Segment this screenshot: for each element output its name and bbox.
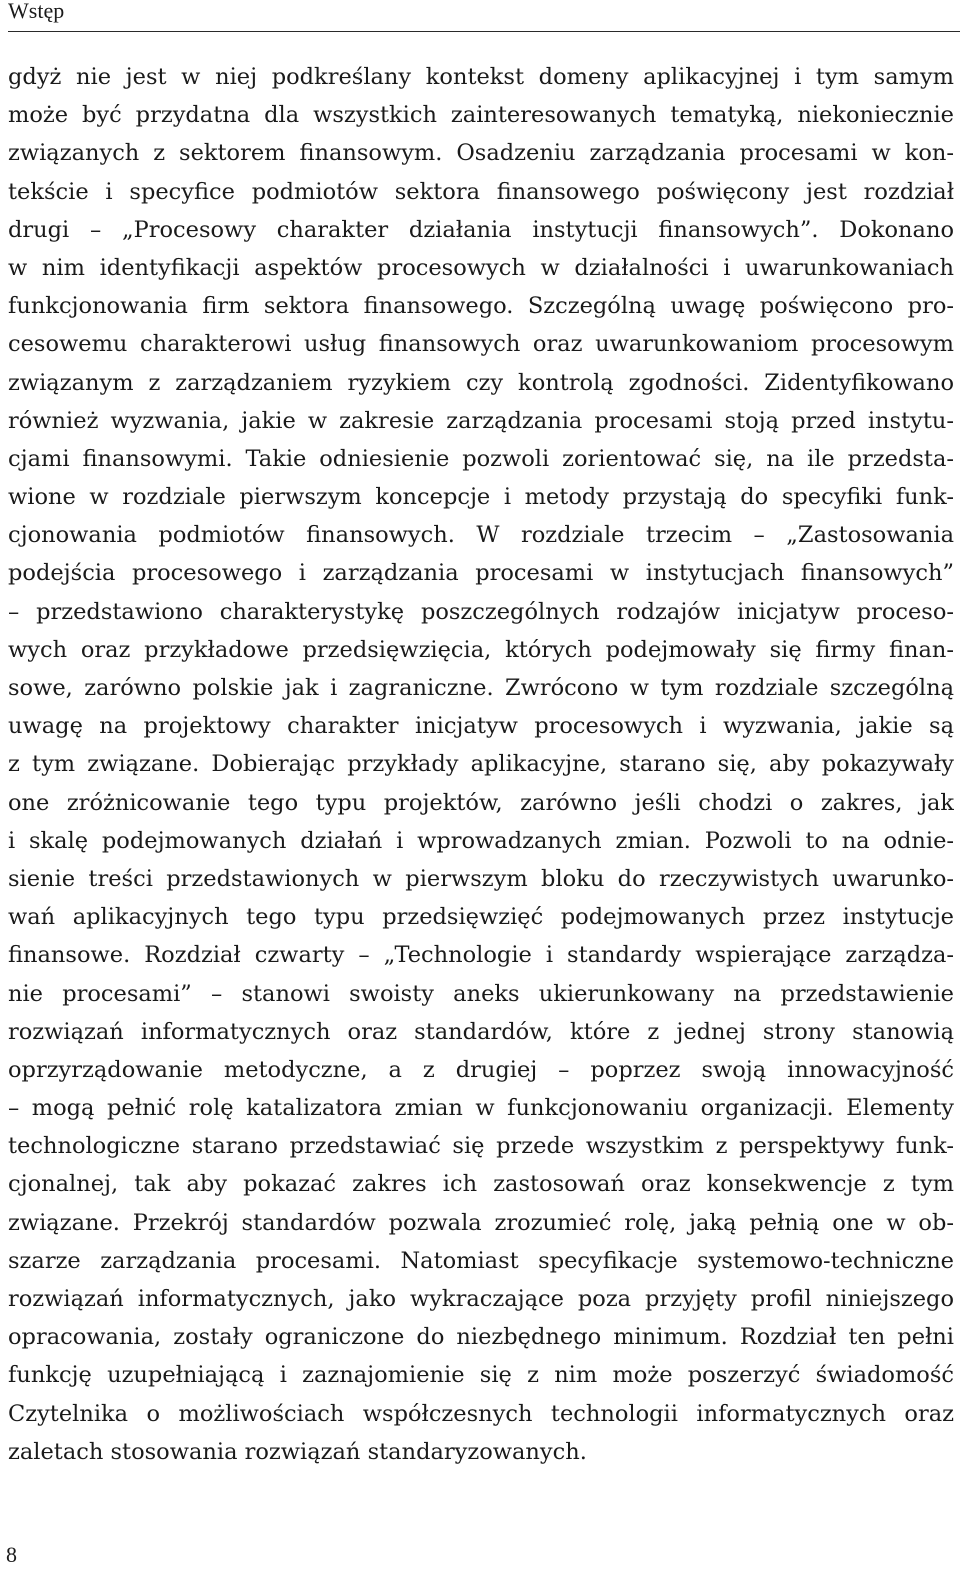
text-line: podejścia procesowego i zarządzania procesami w instytucjach finansowych” [8,560,954,587]
text-line: uwagę na projektowy charakter inicjatyw procesowych i wyzwania, jakie są [8,713,954,740]
text-line: cjami finansowymi. Takie odniesienie pozwoli zorientować się, na ile przedsta- [8,445,954,472]
text-line: z tym związane. Dobierając przykłady aplikacyjne, starano się, aby pokazywały [8,751,954,778]
text-line: wych oraz przykładowe przedsięwzięcia, których podejmowały się firmy finan- [8,636,954,663]
text-line: zaletach stosowania rozwiązań standaryzowanych. [8,1438,587,1465]
text-line: tekście i specyfice podmiotów sektora finansowego poświęcony jest rozdział [8,178,954,205]
text-line: opracowania, zostały ograniczone do niezbędnego minimum. Rozdział ten pełni [8,1324,954,1351]
text-line: rozwiązań informatycznych oraz standardów, które z jednej strony stanowią [8,1018,954,1045]
text-line: szarze zarządzania procesami. Natomiast specyfikacje systemowo-techniczne [8,1247,954,1274]
text-line: – przedstawiono charakterystykę poszczególnych rodzajów inicjatyw proceso- [8,598,954,625]
text-line: sienie treści przedstawionych w pierwszym bloku do rzeczywistych uwarunko- [8,865,954,892]
text-line: funkcjonowania firm sektora finansowego. Szczególną uwagę poświęcono pro- [8,293,954,320]
text-line: wań aplikacyjnych tego typu przedsięwzięć podejmowanych przez instytucje [8,904,954,931]
text-line: może być przydatna dla wszystkich zainteresowanych tematyką, niekoniecznie [8,102,954,129]
text-line: związanych z sektorem finansowym. Osadzeniu zarządzania procesami w kon- [8,140,954,167]
text-line: cesowemu charakterowi usług finansowych oraz uwarunkowaniom procesowym [8,331,954,358]
page-number: 8 [6,1542,17,1567]
running-title: Wstęp [8,0,65,23]
text-line: wione w rozdziale pierwszym koncepcje i metody przystają do specyfiki funk- [8,484,954,511]
text-line: cjonalnej, tak aby pokazać zakres ich zastosowań oraz konsekwencje z tym [8,1171,954,1198]
text-line: w nim identyfikacji aspektów procesowych w działalności i uwarunkowaniach [8,254,954,281]
text-line: gdyż nie jest w niej podkreślany kontekst domeny aplikacyjnej i tym samym [8,64,954,90]
text-line: technologiczne starano przedstawiać się przede wszystkim z perspektywy funk- [8,1133,954,1160]
text-line: i skalę podejmowanych działań i wprowadzanych zmian. Pozwoli to na odnie- [8,827,954,854]
text-line: związanym z zarządzaniem ryzykiem czy kontrolą zgodności. Zidentyfikowano [8,369,954,396]
text-line: również wyzwania, jakie w zakresie zarządzania procesami stoją przed instytu- [8,407,954,434]
running-header [8,0,960,32]
text-line: – mogą pełnić rolę katalizatora zmian w funkcjonowaniu organizacji. Elementy [8,1095,954,1122]
body-paragraph [8,58,954,1471]
text-line: oprzyrządowanie metodyczne, a z drugiej – poprzez swoją innowacyjność [8,1056,954,1083]
text-line: rozwiązań informatycznych, jako wykraczające poza przyjęty profil niniejszego [8,1286,954,1312]
text-line: one zróżnicowanie tego typu projektów, zarówno jeśli chodzi o zakres, jak [8,789,954,816]
text-line: nie procesami” – stanowi swoisty aneks ukierunkowany na przedstawienie [8,980,954,1007]
text-line: cjonowania podmiotów finansowych. W rozdziale trzecim – „Zastosowania [8,522,954,549]
text-line: drugi – „Procesowy charakter działania instytucji finansowych”. Dokonano [8,216,954,243]
text-line: funkcję uzupełniającą i zaznajomienie się z nim może poszerzyć świadomość [8,1362,954,1389]
text-line: związane. Przekrój standardów pozwala zrozumieć rolę, jaką pełnią one w ob- [8,1209,954,1236]
text-line: finansowe. Rozdział czwarty – „Technologie i standardy wspierające zarządza- [8,942,954,969]
text-line: sowe, zarówno polskie jak i zagraniczne. Zwrócono w tym rozdziale szczególną [8,675,954,701]
text-line: Czytelnika o możliwościach współczesnych technologii informatycznych oraz [8,1400,954,1427]
